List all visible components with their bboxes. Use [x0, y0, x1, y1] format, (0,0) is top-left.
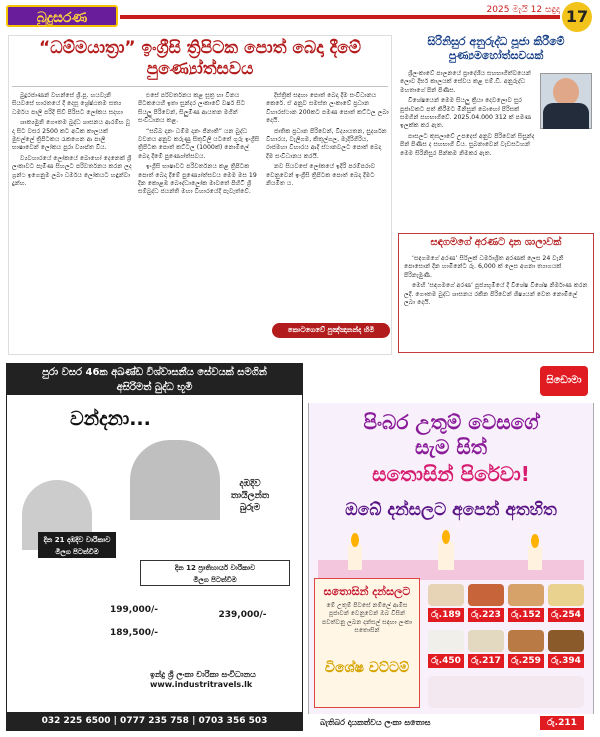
dansal-offer-text: මේ උතුම් පිවසේ නම්ලේ ආමිස පූජාවන් වෙනුවෙන් ඔබ විසින් පවත්වනු ලබන දන්සල් සඳහා ලංකා සතොසින්: [322, 602, 412, 635]
pill-line: දින 12 ප්‍රාතිහාර්ය වාරිකාව: [174, 564, 256, 572]
product-image: [508, 630, 544, 652]
destination-india: දඹදිව: [239, 479, 261, 489]
paragraph: දිස්ත්‍රික් සඳහා පොත් බෙදා දීම සංවිධානය කෙරේ. ඒ අනුව සමස්ත ලංකාවේ ප්‍රධාන විහාරස්ථාන 200කට පමණ පොත් කට්ටල ලබා දෙයි.: [266, 92, 389, 125]
paragraph: ශ්‍රීලංකාවේ පාලනයේ ප්‍රාදේශීය සහභාගිත්වයෙන් ලොව දීර්ඝ කාලයක් සේවය කළ එම්.ඩී. අනුරුද්ධ මහතාගේ පින් පිණිස.: [400, 70, 531, 94]
portrait-face: [553, 78, 579, 106]
product-image: [468, 584, 504, 606]
title-line-2: පුණ්‍යමහෝත්සවයක්: [448, 49, 544, 62]
main-article-column-1: [12, 92, 132, 322]
tour-12-day-label: [140, 560, 290, 586]
product-image: [428, 584, 464, 606]
article-byline: කොටගෙවේ පුඤ්ඤානන්ද හිමි: [272, 323, 390, 338]
vesak-greeting-line-2: සැම සිත්: [415, 435, 487, 459]
product-price: රු.217: [468, 654, 504, 668]
side-article-2-title: සඳගමගේ අරණට දාන ශාලාවක්: [430, 237, 562, 248]
paragraph: බුදුරජාණන් වහන්සේ ශ්‍රී.පූ. හයවැනි සියවසේ භාරතයේ දී දෙසූ ශ්‍රේෂ්ඨතම සත්‍ය ධර්මය පාලි පරිදි සිව් පිරිසට ලෝකය සදහා: [12, 92, 123, 116]
destination-burma: බුරුම: [239, 503, 261, 513]
headline-line-2: පුණ්‍යෝත්සවය: [146, 59, 254, 79]
product-price: රු.450: [428, 654, 464, 668]
title-line-1: සිරිනිසුර අනුරුද්ධ පූජා කිරීමේ: [427, 35, 565, 48]
product-price: රු.189: [428, 608, 464, 622]
product-image: [428, 630, 464, 652]
side-article-2-body: [404, 255, 590, 351]
travel-ad-header: [6, 363, 303, 395]
issue-date: 2025 මැයි 12 සඳුදා: [486, 5, 560, 15]
company-info: [150, 670, 300, 690]
destination-list: [205, 478, 295, 514]
side-article-1-body: [400, 70, 536, 225]
main-article-column-2: [138, 92, 260, 322]
travel-ad-header-line-2: අසිරිමත් බුද්ධ භූමි: [116, 382, 193, 393]
brand-logo: සිඩොමා: [540, 366, 588, 396]
company-name: ඉන්දු ශ්‍රී ලංකා චාරිකා සංවිධානය: [150, 670, 256, 679]
destination-thailand: තායිලන්ත: [230, 491, 270, 501]
headline-divider: [12, 86, 388, 87]
phone-numbers: 032 225 6500 | 0777 235 758 | 0703 356 503: [6, 712, 303, 731]
vesak-greeting-line-1: පිංබර උතුම් වෙසගේ: [363, 410, 539, 434]
main-article-headline: [12, 38, 388, 80]
travel-ad-headline: වන්දනා...: [70, 408, 151, 430]
main-article-column-3: [266, 92, 390, 322]
paragraph: ඉංග්‍රීසි භාෂාවට පරිවර්තනය කළ ත්‍රිපිටක පොත් බෙදා දීමේ පුණ්‍යෝත්සවය මෙම මස 19 දින කොළඹ බෞද්ධාලෝක මාවතේ පිහිටි ශ්‍රී සම්බුද්ධ ජයන්ති මහා විහාරයේදී පැවැත්වේ.: [138, 163, 257, 196]
product-price: රු.211: [540, 716, 584, 730]
product-image: [508, 584, 544, 606]
paragraph: ව්‍යවහාරයේ ලෝකයේ බොහෝ දෙනෙක් ශ්‍රී ලංකාවට පැමිණ සිහලට පරිවර්තනය කරන ලද ග්‍රන්ථ ඉගෙනුම ලබා ධර්මය ලෝකයට හඳුන්වා දුන්හ.: [12, 154, 132, 188]
pill-line: මිලග පිටත්වීම: [193, 576, 237, 584]
product-price: රු.259: [508, 654, 544, 668]
page-number-badge: 17: [562, 2, 592, 32]
paragraph: විශේෂයෙන් මෙම සියලු ක්‍රියා දෙවලොව සුර පූජාවකට පත් කිරීමට මිනිසුන් බොහෝ පිරිසක් සමගින් සහභාගිවේ. 2025.04.000 312 ක් පමණ ඉලක්ක කර ඇත.: [400, 97, 532, 130]
product-price: රු.254: [548, 608, 584, 622]
pill-line: මිලග පිටත්වීම: [55, 548, 99, 556]
special-discount-label: විශේෂ වට්ටම්: [324, 660, 410, 676]
header-rule: [120, 15, 560, 19]
pill-line: දින 21 දඹදිව වාරිකාව: [43, 536, 111, 544]
travel-ad-header-line-1: පුරා වසර 46ක අඛණ්ඩ විශ්වාසනීය සේවයක් සමගින්: [42, 367, 267, 378]
price-airline-1: 199,000/-: [110, 605, 159, 615]
side-article-1-title: [398, 35, 594, 63]
vesak-greeting-line-3: සතොසින් පිරේවා!: [372, 462, 530, 486]
price-12-day: 239,000/-: [218, 610, 267, 620]
tour-21-day-label: [38, 532, 116, 558]
paragraph: “සබ්බ දානං ධම්ම දානං ජිනාති” යන බුද්ධ වචනය අනුව කරුණු සිතුවිලි යටතේ ගුරු ඉංග්‍රීසි ත්‍රිපිටක පොත් කට්ටල (1000ක්) නොමිලේ බෙදා දීමේ පුණ්‍යෝත්සවය.: [138, 127, 260, 160]
dansal-support-line: ඔබේ දන්සලට අපෙන් අතහිත: [345, 500, 557, 520]
paragraph: නව සියවසේ ලෝකයේ ඉදිරි පරම්පරාව වෙනුවෙන් ඉංග්‍රීසි ත්‍රිපිටක පොත් බෙදා දීමට නියමිත ය.: [266, 163, 376, 188]
masthead-logo: බුදුසරණ: [6, 5, 118, 27]
paragraph: එසේ පරිවර්තනය කළ සූත්‍ර හා විනය පිටකයෙහි ඉතා සුන්දර ලංකාවේ වර්ෂ සිට සියලු පිරිවෙන්, සිලුමිණ ආයතන මගින් සංවිධානය කළ.: [138, 92, 246, 125]
product-price: රු.394: [548, 654, 584, 668]
portrait-suit: [543, 103, 589, 129]
price-airline-2: 189,500/-: [110, 628, 159, 638]
product-price: රු.152: [508, 608, 544, 622]
dansal-offer-title: සතොසින් දන්සලට: [323, 585, 411, 598]
candle-decoration: [318, 530, 584, 580]
product-image: [548, 584, 584, 606]
paragraph: පාසලට කුසලාවේ උපදෙස් අනුව පිරිවෙන් සිසුන්ද පින් පිණිස ද සහභාගි විය. සුබනාවෙන් වැඩසටහන් මෙම සිරිනිසුර පින්කම නිමකර ඇත.: [400, 132, 535, 157]
company-website[interactable]: www.industritravels.lk: [150, 680, 253, 689]
product-image: [548, 630, 584, 652]
paragraph: ‘සඳගමගේ අරණ’ සිරිලක් ධර්මාශ්‍රිත අරණක් ලෙස 24 වැනි පොසොන් දින හාමිනේට රු. 6,000 ක් ලෙස අගනා ත්‍යාගයක් පිරිනැමුණි.: [404, 255, 564, 279]
paragraph: මෙහි ‘සඳගමගේ අරණ’ පූජ්‍යභූමියේ දී විශේෂ විශේෂ නිර්මාණ කරන ලදී. ගෞතම බුද්ධ ශාසනය රකින පිරිවෙන් ශිෂ්‍යයන් වෙත නොමිලේ ලබා දෙයි.: [404, 282, 588, 307]
paragraph: ශාක්‍යමුනි ගෞතම බුද්ධ ශාසනය ආරම්භ වූ දා සිට වසර 2500 කට අධික කාලයක් මුළුල්ලේ ත්‍රිපිටකය රැකගෙන ආ පාලි භාෂාවෙන් ලෝකය පුරා ව්‍යාප්ත විය.: [12, 119, 131, 152]
product-image: [468, 630, 504, 652]
paragraph: ජාතික ප්‍රධාන පිරිවෙන්, විද්‍යායතන, සුදර්ශන විහාරය, වැලිගම, කිතුල්ගල, මැදිරිගිරිය, රාජමහා විහාරය ආදි ස්ථානවලට පොත් බෙදා දීම සංවිධානය කරයි.: [266, 127, 387, 160]
product-row-image: [428, 676, 584, 708]
headline-line-1: “ධම්මයාත්‍රා” ඉංග්‍රීසි ත්‍රිපිටක පොත් බෙදා දීමේ: [39, 38, 361, 58]
product-price: රු.223: [468, 608, 504, 622]
sathosa-footer: බැතිබර දායකත්වය ලංකා සතොස: [308, 714, 594, 731]
